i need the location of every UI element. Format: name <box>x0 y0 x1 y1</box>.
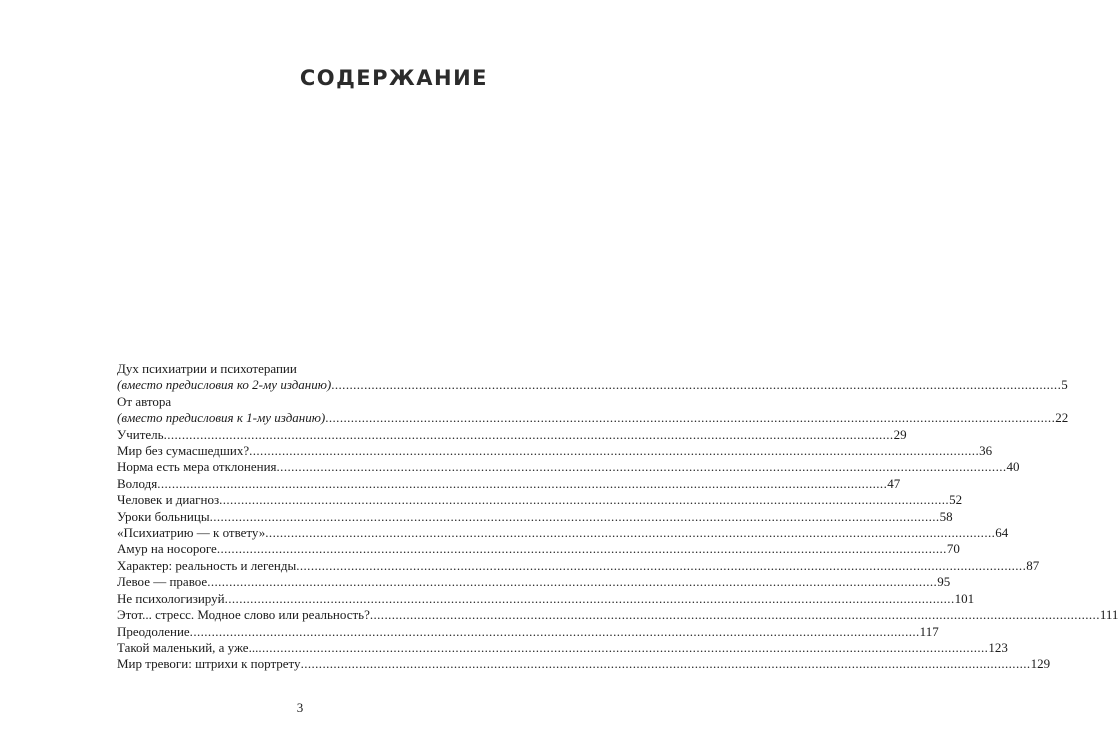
toc-entry <box>117 541 960 557</box>
toc-entry-page: 36 <box>979 443 993 459</box>
dot-leader: ........................................................................................................................................................................................................ <box>157 475 888 491</box>
toc-entry <box>117 639 1008 656</box>
toc-entry <box>117 623 939 640</box>
toc-entry-title: Не психологизируй <box>117 590 225 606</box>
toc-entry <box>117 525 1009 541</box>
toc-entry-page: 123 <box>988 639 1008 655</box>
toc-entry-page: 129 <box>1030 656 1051 672</box>
toc-entry-title: Норма есть мера отклонения <box>117 459 277 475</box>
toc-entry <box>117 590 975 607</box>
toc-entry-line <box>117 639 1008 656</box>
toc-entry-line <box>117 607 1118 623</box>
toc-entry-line <box>117 426 907 443</box>
dot-leader: ........................................................................................................................................................................................................ <box>325 410 1056 426</box>
toc-entry-title: От автора <box>117 393 172 409</box>
toc-entry-page: 52 <box>949 492 963 508</box>
toc-entry-line <box>117 475 901 492</box>
dot-leader: ........................................................................................................................................................................................................ <box>265 525 996 541</box>
toc-entry-page: 64 <box>995 525 1009 541</box>
toc-entry-title: Уроки больницы <box>117 508 210 524</box>
toc-entry-line <box>117 574 951 590</box>
dot-leader: ........................................................................................................................................................................................................ <box>331 377 1062 393</box>
page-number: 3 <box>296 700 304 715</box>
toc-entry <box>117 361 1068 394</box>
dot-leader: ........................................................................................................................................................................................................ <box>276 459 1007 475</box>
page-title: СОДЕРЖАНИЕ <box>299 66 488 90</box>
toc-entry-page: 5 <box>1061 377 1068 393</box>
toc-entry <box>117 459 1020 475</box>
toc-entry-line <box>117 492 963 508</box>
toc-entry-line <box>117 557 1040 574</box>
toc-entry <box>117 426 907 443</box>
toc-entry-title: Мир без сумасшедших? <box>117 443 250 459</box>
dot-leader: ........................................................................................................................................................................................................ <box>258 639 989 655</box>
toc-entry-title: Левое — правое <box>117 574 208 590</box>
toc-entry-subtitle: (вместо предисловия ко 2-му изданию) <box>117 377 332 393</box>
dot-leader: ........................................................................................................................................................................................................ <box>219 492 950 508</box>
toc-entry <box>117 557 1040 574</box>
toc-entry-page: 117 <box>919 623 939 639</box>
toc-entry-line <box>117 410 1069 426</box>
toc-entry <box>117 607 1118 623</box>
toc-entry-page: 47 <box>887 475 901 491</box>
dot-leader: ........................................................................................................................................................................................................ <box>224 590 955 606</box>
toc-entry-title: Человек и диагноз <box>117 492 220 508</box>
toc-entry-page: 111 <box>1099 607 1118 623</box>
toc-entry-title: Володя <box>117 475 158 491</box>
toc-entry-page: 101 <box>954 590 975 606</box>
dot-leader: ........................................................................................................................................................................................................ <box>209 508 940 524</box>
toc-entry <box>117 656 1051 672</box>
dot-leader: ........................................................................................................................................................................................................ <box>296 557 1027 573</box>
toc-entry-title: Характер: реальность и легенды <box>117 557 297 573</box>
toc-entry <box>117 492 963 508</box>
toc-entry-line <box>117 656 1051 672</box>
toc-entry <box>117 508 953 525</box>
dot-leader: ........................................................................................................................................................................................................ <box>163 426 894 442</box>
dot-leader: ........................................................................................................................................................................................................ <box>207 574 938 590</box>
toc-entry-line <box>117 459 1020 475</box>
toc-entry <box>117 393 1069 427</box>
dot-leader: ........................................................................................................................................................................................................ <box>189 623 920 639</box>
toc-entry-line <box>117 525 1009 541</box>
toc-entry <box>117 475 901 492</box>
toc-entry-line <box>117 623 939 640</box>
toc-entry-title: «Психиатрию — к ответу» <box>117 525 266 541</box>
toc-entry-page: 29 <box>893 426 907 442</box>
toc-entry-title: Амур на носороге <box>117 541 217 557</box>
toc-entry-subtitle: (вместо предисловия к 1-му изданию) <box>117 410 326 426</box>
dot-leader: ........................................................................................................................................................................................................ <box>216 541 947 557</box>
toc-entry-line <box>117 377 1068 393</box>
toc-entry-line <box>117 590 975 607</box>
toc-entry-title: Учитель <box>117 426 164 442</box>
toc-entry-page: 70 <box>946 541 960 557</box>
dot-leader: ........................................................................................................................................................................................................ <box>300 656 1031 672</box>
toc-entry-title: Дух психиатрии и психотерапии <box>117 361 297 376</box>
toc-entry-page: 87 <box>1026 557 1040 573</box>
toc-entry-title: Мир тревоги: штрихи к портрету <box>117 656 301 672</box>
toc-entry-title: Преодоление <box>117 623 190 639</box>
dot-leader: ........................................................................................................................................................................................................ <box>369 607 1100 623</box>
dot-leader: ........................................................................................................................................................................................................ <box>249 443 980 459</box>
toc-entry-line <box>117 541 960 557</box>
toc-entry-page: 58 <box>939 508 953 524</box>
table-of-contents <box>117 361 1118 673</box>
toc-entry-title: Такой маленький, а уже... <box>117 639 259 655</box>
toc-entry-line <box>117 443 993 459</box>
toc-entry-page: 95 <box>937 574 951 590</box>
toc-entry-title: Этот... стресс. Модное слово или реальность? <box>117 607 370 623</box>
toc-entry-page: 22 <box>1055 410 1069 426</box>
toc-entry-line <box>117 508 953 525</box>
toc-entry <box>117 443 993 459</box>
toc-entry <box>117 574 951 590</box>
toc-entry-page: 40 <box>1006 459 1020 475</box>
